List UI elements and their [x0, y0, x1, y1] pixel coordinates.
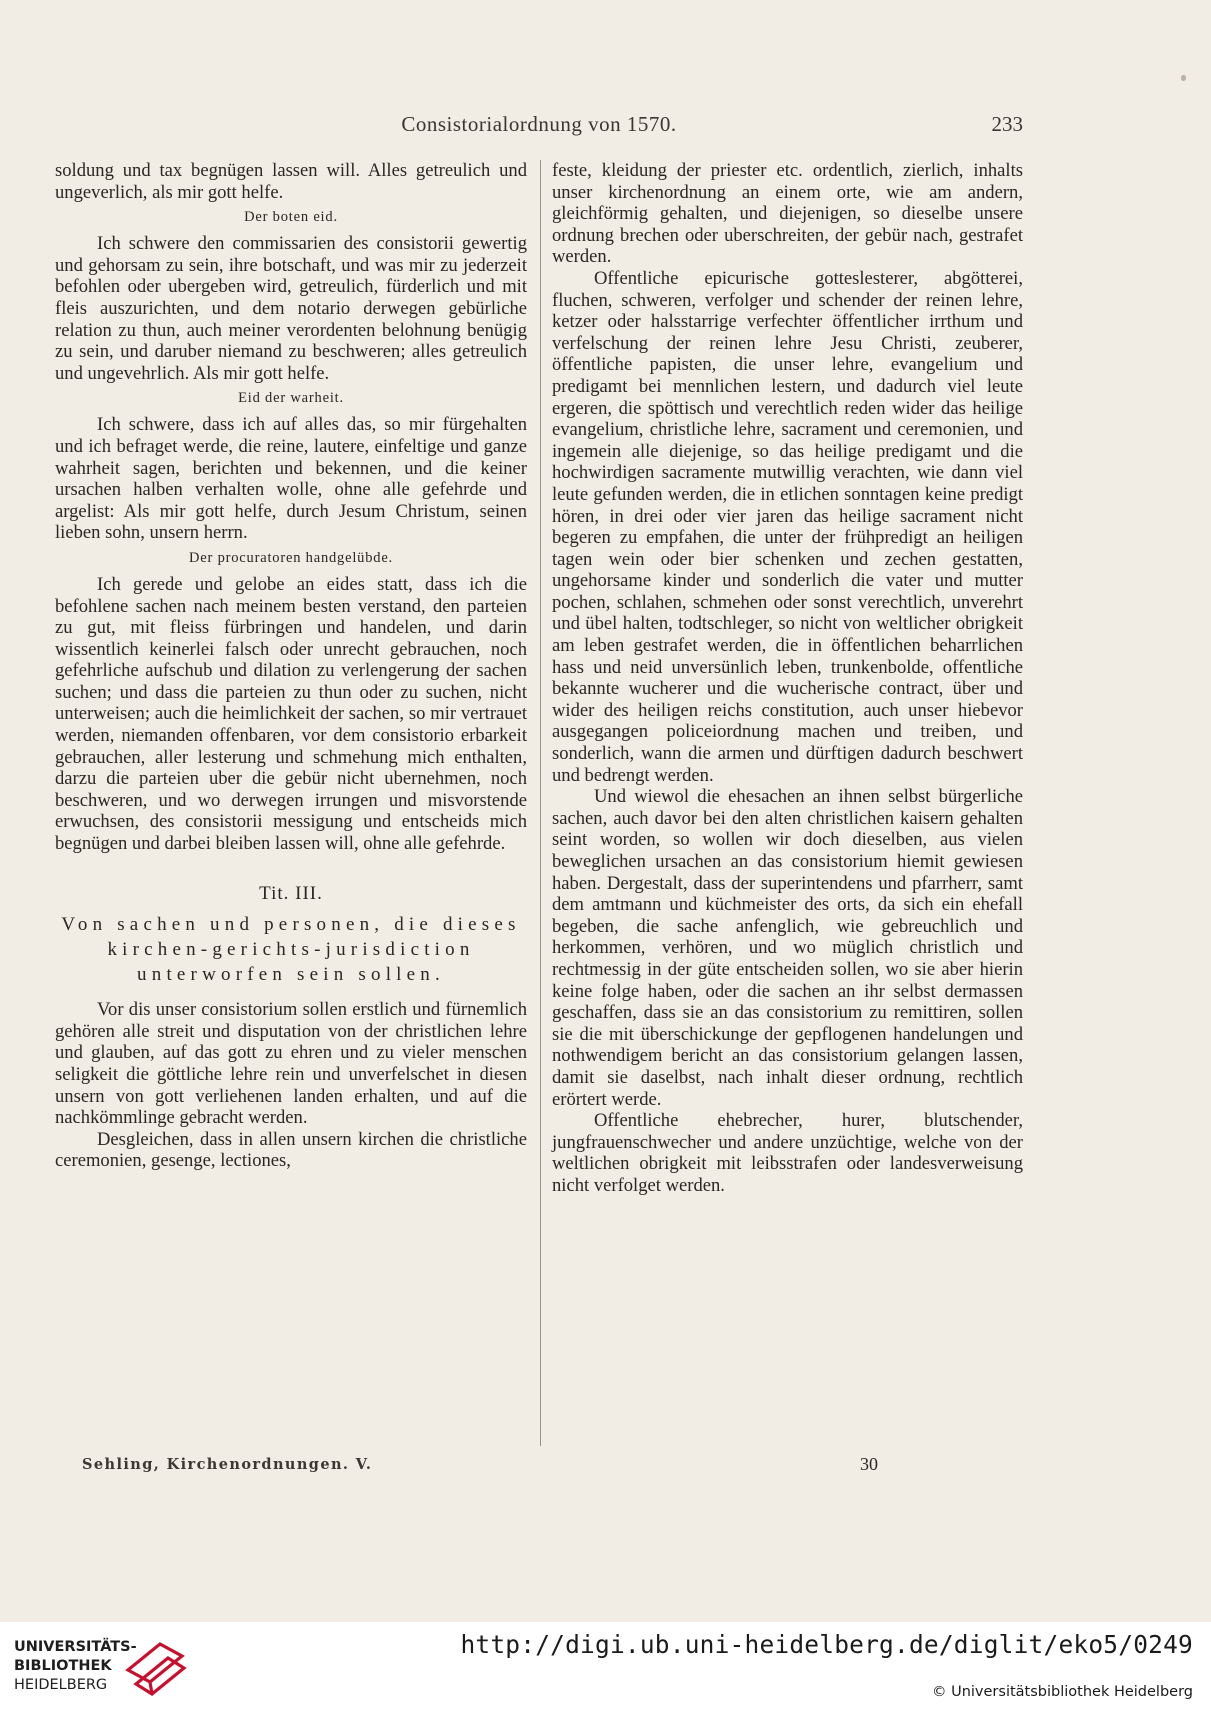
right-column	[552, 160, 1023, 1197]
scan-speck	[1181, 75, 1186, 81]
paragraph: Und wiewol die ehesachen an ihnen selbst bürgerliche sachen, auch davor bei den alten christlichen kaisern gehalten seint worden, so wollen wir doch dieselben, aus vielen beweglichen ursachen an das consistorium hiemit gewiesen haben. Dergestalt, dass der superintendens und pfarrherr, samt dem amtmann und küchmeister des orts, da sich ein ehefall begeben, die sache anfenglich, wie gebreuchlich und herkommen, verhören, und wo müglich christlich und rechtmessig in der güte entscheiden sollen, wo sie aber hierin keine folge haben, oder die sachen an ihr selbst dermassen geschaffen, dass sie an das consistorium zu remittiren, sollen sie die mit überschickunge der gepflogenen handelungen und nothwendigem bericht an das consistorium gelangen lassen, damit sie daselbst, nach inhalt dieser ordnung, rechtlich erörtert werde.	[552, 786, 1023, 1110]
library-banner	[0, 1622, 1211, 1714]
library-logo[interactable]	[14, 1636, 214, 1702]
paragraph: Offentliche ehebrecher, hurer, blutschender, jungfrauenschwecher und andere unzüchtige, welche von der weltlichen obrigkeit mit leibsstrafen oder landesverweisung nicht verfolget werden.	[552, 1110, 1023, 1196]
logo-wordmark	[14, 1638, 137, 1695]
section-heading: Eid der warheit.	[238, 390, 344, 407]
paragraph: Ich gerede und gelobe an eides statt, dass ich die befohlene sachen nach meinem besten verstand, den parteien zu gut, mit fleiss fürbringen und handelen, und darin wissentlich keinerlei falsch oder unrecht gebrauchen, noch gefehrliche aufschub und dilation zu verlengerung der sachen suchen; und dass die parteien zu thun oder zu suchen, nicht unterweisen; auch die heimlichkeit der sachen, so mir vertrauet werden, niemanden offenbaren, vor dem consistorio erbarkeit gebrauchen, aller lesterung und schmehung mich enthalten, darzu die parteien uber die gebür nicht ubernehmen, noch beschweren, und wo derwegen irrungen und misvorstende erwuchsen, des consistorii messigung und entscheids mich begnügen und darbei bleiben lassen will, ohne alle gefehrde.	[55, 573, 527, 855]
permalink-url[interactable]: http://digi.ub.uni-heidelberg.de/diglit/eko5/0249	[460, 1630, 1193, 1659]
logo-line-2: BIBLIOTHEK	[14, 1658, 112, 1674]
paragraph: Ich schwere den commissarien des consistorii gewertig und gehorsam zu sein, ihre botschaft, und was mir zu jederzeit befohlen oder ubergeben wird, getreulich, fürderlich und mit fleis auszurichten, und dem notario derwegen gebürliche relation zu thun, auch meiner verordenten belohnung benügig zu sein, und daruber niemand zu beschweren; alles getreulich und ungevehrlich. Als mir gott helfe.	[55, 233, 527, 384]
footer-signature: Sehling, Kirchenordnungen. V.	[82, 1456, 373, 1473]
column-divider	[540, 160, 541, 1446]
copyright-notice: © Universitätsbibliothek Heidelberg	[931, 1684, 1193, 1700]
title-heading: Von sachen und personen, die dieses kirchen-gerichts-jurisdiction unterworfen sein sollen.	[61, 914, 521, 986]
paragraph: Desgleichen, dass in allen unsern kirchen die christliche ceremonien, gesenge, lectiones,	[55, 1128, 527, 1172]
page-number: 233	[991, 112, 1023, 136]
paragraph: Offentliche epicurische gotteslesterer, abgötterei, fluchen, schweren, verfolger und schender der reinen lehre, ketzer oder halsstarrige verfechter öffentlicher irrthum und verfelschung der reinen lehre Jesu Christi, zeuberer, öffentliche papisten, die unser lehre, evangelium und predigamt bei mennlichen lestern, und dadurch viel leute ergeren, die spöttisch und verechtlich reden wider das heilige evangelium, christliche lehre, sacrament und ceremonien, und ingemein alle diejenige, so das heilige predigamt und die hochwirdigen sacramente mutwillig verachten, wie dann viel leute gefunden werden, die in etlichen sonntagen keine predigt hören, in drei oder vier jaren das heilige sacrament nicht begeren zu empfahen, die unter der frühpredigt an heiligen tagen wein oder bier schenken und zechen gestatten, ungehorsame kinder und sonderlich die vater und mutter pochen, schlahen, schmehen oder sonst verechtlich, unverehrt und übel halten, todtschleger, so nicht von weltlicher obrigkeit am leben gestrafet werden, die in öffentlichen beharrlichen hass und neid unversünlich leben, trunkenbolde, offentliche bekannte wucherer und die wucherische contract, über und wider des heiligen reichs constitution, auch unser hiebevor ausgegangen policeiordnung machen und treiben, und sonderlich, wann die armen und dürftigen dadurch beschwert und bedrengt werden.	[552, 267, 1023, 786]
logo-line-3: HEIDELBERG	[14, 1677, 108, 1693]
paragraph: Vor dis unser consistorium sollen erstlich und fürnemlich gehören alle streit und disputation von der christlichen lehre und glauben, auf das gott zu ehren und zu vieler menschen seligkeit die göttliche lehre rein und unverfelschet in diesen unsern von gott verliehenen landen erhalten, und auf die nachkömmlinge gebracht werden.	[55, 999, 527, 1129]
page-header	[55, 112, 1023, 138]
paragraph: Ich schwere, dass ich auf alles das, so mir fürgehalten und ich befraget werde, die reine, lautere, einfeltige und ganze wahrheit sagen, berichten und bekennen, und die keiner ursachen halben verhalten wolle, ohne alle gefehrde und argelist: Als mir gott helfe, durch Jesum Christum, seinen lieben sohn, unsern herrn.	[55, 414, 527, 544]
running-title: Consistorialordnung von 1570.	[401, 112, 677, 136]
paragraph: feste, kleidung der priester etc. ordentlich, zierlich, inhalts unser kirchenordnung an einem orte, wie am andern, gleichförmig gehalten, und diejenigen, so dieselbe unsere ordnung brechen oder uberschreiten, der gebür nach, gestrafet werden.	[552, 160, 1023, 268]
title-number: Tit. III.	[259, 882, 323, 904]
section-heading: Der procuratoren handgelübde.	[189, 549, 393, 566]
paragraph: soldung und tax begnügen lassen will. Alles getreulich und ungeverlich, als mir gott helfe.	[55, 160, 527, 203]
library-emblem-icon	[122, 1636, 192, 1702]
logo-line-1: UNIVERSITÄTS-	[14, 1639, 137, 1655]
left-column	[55, 160, 527, 1172]
section-heading: Der boten eid.	[244, 209, 338, 226]
sheet-number: 30	[860, 1454, 878, 1474]
